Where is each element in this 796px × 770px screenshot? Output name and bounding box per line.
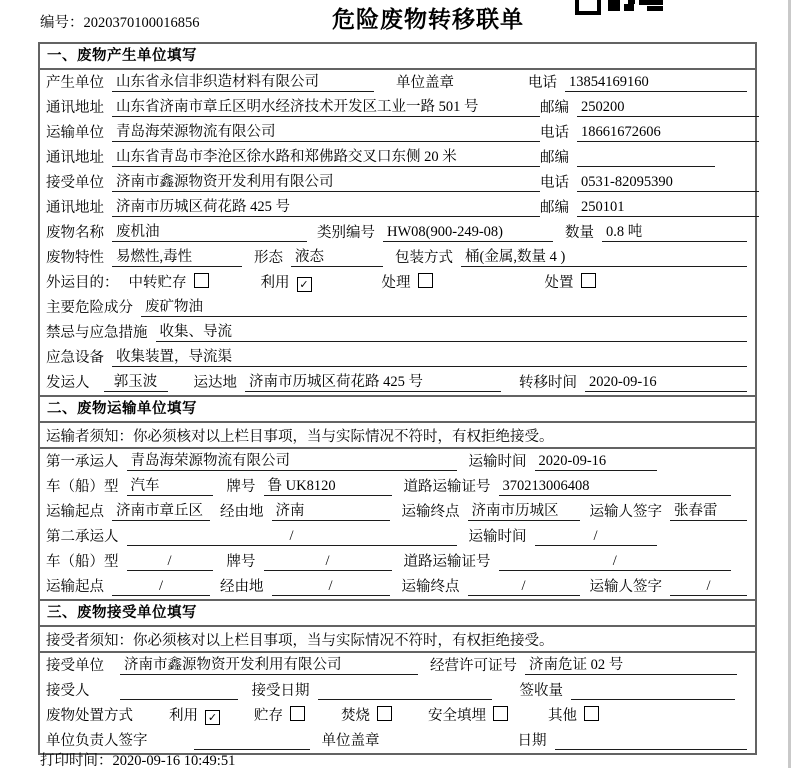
row-taboo-measures bbox=[40, 320, 755, 345]
signature-seal-label: 单位盖章 bbox=[321, 733, 380, 749]
checkbox-treat bbox=[418, 273, 433, 288]
destination-label: 运达地 bbox=[193, 375, 237, 391]
purpose-option-utilize: 利用 ✓ bbox=[261, 271, 312, 292]
receive-license-label: 经营许可证号 bbox=[430, 658, 517, 674]
transporter-value: 青岛海荣源物流有限公司 bbox=[112, 123, 540, 142]
serial-label: 编号： bbox=[40, 15, 84, 31]
vehicle1-plate-value: 鲁 UK8120 bbox=[264, 477, 392, 496]
row-route2 bbox=[40, 574, 755, 599]
row-carrier2 bbox=[40, 524, 755, 549]
destination-value: 济南市历城区荷花路 425 号 bbox=[245, 373, 501, 392]
transporter-postal-label: 邮编 bbox=[540, 150, 569, 166]
transporter-address-label: 通讯地址 bbox=[46, 150, 104, 166]
row-transporter-address bbox=[40, 145, 755, 170]
producer-phone-label: 电话 bbox=[528, 75, 557, 91]
producer-label: 产生单位 bbox=[46, 75, 104, 91]
waste-qty-label: 数量 bbox=[565, 225, 594, 241]
waste-qty-value: 0.8 吨 bbox=[602, 223, 747, 242]
producer-postal-value: 250200 bbox=[577, 98, 759, 117]
row-receive-unit bbox=[40, 653, 755, 678]
checkbox-dispose bbox=[581, 273, 596, 288]
manifest-form bbox=[38, 42, 757, 755]
row-transfer-purpose bbox=[40, 270, 755, 295]
waste-code-label: 类别编号 bbox=[317, 225, 375, 241]
vehicle1-license-value: 370213006408 bbox=[499, 477, 732, 496]
route2-via-label: 经由地 bbox=[220, 579, 264, 595]
receiver-postal-label: 邮编 bbox=[540, 200, 569, 216]
checkbox-disposal-landfill bbox=[493, 706, 508, 721]
waste-traits-value: 易燃性,毒性 bbox=[112, 248, 242, 267]
carrier1-label: 第一承运人 bbox=[46, 454, 119, 470]
disposal-label: 废物处置方式 bbox=[46, 708, 133, 724]
route1-via-value: 济南 bbox=[272, 502, 390, 521]
receive-person-value bbox=[120, 681, 238, 700]
vehicle2-license-label: 道路运输证号 bbox=[403, 554, 491, 570]
row-vehicle1 bbox=[40, 474, 755, 499]
receive-person-label: 接受人 bbox=[46, 683, 90, 699]
checkbox-disposal-incinerate bbox=[377, 706, 392, 721]
receiver-address-label: 通讯地址 bbox=[46, 200, 104, 216]
transport-notice-text: 运输者须知：你必须核对以上栏目事项，当与实际情况不符时，有权拒绝接受。 bbox=[46, 428, 554, 445]
waste-code-value: HW08(900-249-08) bbox=[383, 223, 553, 242]
purpose-option-transfer-storage: 中转贮存 bbox=[129, 271, 209, 292]
route2-via-value: / bbox=[272, 577, 390, 596]
route1-end-value: 济南市历城区 bbox=[468, 502, 580, 521]
carrier1-value: 青岛海荣源物流有限公司 bbox=[127, 452, 457, 471]
qr-code-fragment bbox=[575, 0, 667, 11]
section3-header: 三、废物接受单位填写 bbox=[40, 599, 755, 627]
serial-value: 2020370100016856 bbox=[83, 15, 200, 31]
vehicle2-plate-label: 牌号 bbox=[226, 554, 256, 570]
producer-seal-label: 单位盖章 bbox=[396, 75, 454, 91]
receiver-postal-value: 250101 bbox=[577, 198, 759, 217]
page-edge-line bbox=[788, 0, 791, 768]
route1-start-label: 运输起点 bbox=[46, 504, 104, 520]
receive-notice-text: 接受者须知：你必须核对以上栏目事项，当与实际情况不符时，有权拒绝接受。 bbox=[46, 632, 554, 649]
transporter-phone-value: 18661672606 bbox=[577, 123, 759, 142]
disposal-option-other: 其他 bbox=[548, 704, 599, 725]
route1-end-label: 运输终点 bbox=[401, 504, 460, 520]
receive-unit-label: 接受单位 bbox=[46, 658, 104, 674]
purpose-label: 外运目的： bbox=[46, 275, 119, 291]
receive-unit-value: 济南市鑫源物资开发利用有限公司 bbox=[120, 656, 418, 675]
checkbox-disposal-utilize: ✓ bbox=[205, 710, 220, 725]
row-transport-notice bbox=[40, 423, 755, 449]
signature-date-label: 日期 bbox=[517, 733, 547, 749]
row-hazard-components bbox=[40, 295, 755, 320]
row-dispatch bbox=[40, 370, 755, 395]
route2-start-label: 运输起点 bbox=[46, 579, 104, 595]
purpose-option-treat: 处理 bbox=[382, 271, 433, 292]
receive-qty-label: 签收量 bbox=[519, 683, 563, 699]
vehicle1-type-label: 车（船）型 bbox=[46, 479, 119, 495]
hazard-label: 主要危险成分 bbox=[46, 300, 133, 316]
waste-form-label: 形态 bbox=[254, 250, 283, 266]
producer-value: 山东省永信非织造材料有限公司 bbox=[112, 73, 374, 92]
row-producer bbox=[40, 70, 755, 95]
checkbox-utilize: ✓ bbox=[297, 277, 312, 292]
print-time bbox=[40, 749, 235, 770]
waste-pack-value: 桶(金属,数量 4 ) bbox=[461, 248, 747, 267]
receive-date-label: 接受日期 bbox=[251, 683, 310, 699]
print-time-value: 2020-09-16 10:49:51 bbox=[112, 753, 236, 769]
route1-via-label: 经由地 bbox=[220, 504, 264, 520]
waste-name-value: 废机油 bbox=[112, 223, 307, 242]
receive-qty-value bbox=[571, 681, 735, 700]
waste-pack-label: 包装方式 bbox=[395, 250, 453, 266]
dispatcher-label: 发运人 bbox=[46, 375, 90, 391]
receive-date-value bbox=[318, 681, 492, 700]
receiver-phone-value: 0531-82095390 bbox=[577, 173, 759, 192]
route1-sign-label: 运输人签字 bbox=[589, 504, 662, 520]
row-route1 bbox=[40, 499, 755, 524]
equipment-label: 应急设备 bbox=[46, 350, 104, 366]
section1-header: 一、废物产生单位填写 bbox=[40, 44, 755, 70]
route2-sign-label: 运输人签字 bbox=[589, 579, 662, 595]
producer-address-label: 通讯地址 bbox=[46, 100, 104, 116]
row-receive-notice bbox=[40, 627, 755, 653]
row-emergency-equipment bbox=[40, 345, 755, 370]
vehicle2-type-label: 车（船）型 bbox=[46, 554, 119, 570]
carrier2-label: 第二承运人 bbox=[46, 529, 119, 545]
waste-form-value: 液态 bbox=[291, 248, 383, 267]
receiver-label: 接受单位 bbox=[46, 175, 104, 191]
carrier1-time-label: 运输时间 bbox=[468, 454, 527, 470]
waste-name-label: 废物名称 bbox=[46, 225, 104, 241]
carrier2-time-label: 运输时间 bbox=[468, 529, 527, 545]
disposal-option-landfill: 安全填埋 bbox=[428, 704, 508, 725]
route2-end-label: 运输终点 bbox=[401, 579, 460, 595]
section2-header: 二、废物运输单位填写 bbox=[40, 395, 755, 423]
checkbox-disposal-store bbox=[290, 706, 305, 721]
disposal-option-utilize: 利用 ✓ bbox=[169, 704, 220, 725]
transporter-label: 运输单位 bbox=[46, 125, 104, 141]
signature-label: 单位负责人签字 bbox=[46, 733, 148, 749]
receive-license-value: 济南危证 02 号 bbox=[525, 656, 737, 675]
serial-number bbox=[40, 11, 200, 32]
row-carrier1 bbox=[40, 449, 755, 474]
document-header bbox=[0, 0, 796, 40]
carrier2-time-value: / bbox=[535, 527, 657, 546]
transfer-time-label: 转移时间 bbox=[519, 375, 577, 391]
row-disposal-method bbox=[40, 703, 755, 728]
signature-value bbox=[194, 731, 310, 750]
waste-traits-label: 废物特性 bbox=[46, 250, 104, 266]
receiver-phone-label: 电话 bbox=[540, 175, 569, 191]
receiver-value: 济南市鑫源物资开发利用有限公司 bbox=[112, 173, 540, 192]
route1-sign-value: 张春雷 bbox=[670, 502, 747, 521]
vehicle2-license-value: / bbox=[499, 552, 732, 571]
equipment-value: 收集装置，导流渠 bbox=[112, 348, 747, 367]
vehicle1-type-value: 汽车 bbox=[127, 477, 213, 496]
receiver-address-value: 济南市历城区荷花路 425 号 bbox=[112, 198, 540, 217]
vehicle2-type-value: / bbox=[127, 552, 213, 571]
row-receiver-address bbox=[40, 195, 755, 220]
carrier2-value: / bbox=[127, 527, 457, 546]
taboo-label: 禁忌与应急措施 bbox=[46, 325, 148, 341]
route1-start-value: 济南市章丘区 bbox=[112, 502, 210, 521]
hazard-value: 废矿物油 bbox=[141, 298, 747, 317]
disposal-option-incinerate: 焚烧 bbox=[341, 704, 392, 725]
signature-date-value bbox=[555, 731, 748, 750]
route2-end-value: / bbox=[468, 577, 580, 596]
vehicle1-license-label: 道路运输证号 bbox=[403, 479, 491, 495]
producer-postal-label: 邮编 bbox=[540, 100, 569, 116]
carrier1-time-value: 2020-09-16 bbox=[535, 452, 657, 471]
vehicle2-plate-value: / bbox=[264, 552, 392, 571]
vehicle1-plate-label: 牌号 bbox=[226, 479, 256, 495]
row-transporter bbox=[40, 120, 755, 145]
route2-sign-value: / bbox=[670, 577, 747, 596]
transporter-address-value: 山东省青岛市李沧区徐水路和郑佛路交叉口东侧 20 米 bbox=[112, 148, 540, 167]
disposal-option-store: 贮存 bbox=[254, 704, 305, 725]
row-receiver bbox=[40, 170, 755, 195]
row-producer-address bbox=[40, 95, 755, 120]
dispatcher-value: 郭玉波 bbox=[104, 373, 168, 392]
purpose-option-dispose: 处置 bbox=[545, 271, 596, 292]
producer-phone-value: 13854169160 bbox=[565, 73, 747, 92]
transfer-time-value: 2020-09-16 bbox=[585, 373, 747, 392]
transporter-postal-value bbox=[577, 148, 715, 167]
transporter-phone-label: 电话 bbox=[540, 125, 569, 141]
row-vehicle2 bbox=[40, 549, 755, 574]
print-time-label: 打印时间： bbox=[40, 753, 113, 769]
row-waste-traits bbox=[40, 245, 755, 270]
row-receive-person bbox=[40, 678, 755, 703]
checkbox-transfer-storage bbox=[194, 273, 209, 288]
producer-address-value: 山东省济南市章丘区明水经济技术开发区工业一路 501 号 bbox=[112, 98, 540, 117]
taboo-value: 收集、导流 bbox=[156, 323, 748, 342]
row-waste-name bbox=[40, 220, 755, 245]
page-title: 危险废物转移联单 bbox=[332, 7, 524, 32]
checkbox-disposal-other bbox=[584, 706, 599, 721]
route2-start-value: / bbox=[112, 577, 210, 596]
